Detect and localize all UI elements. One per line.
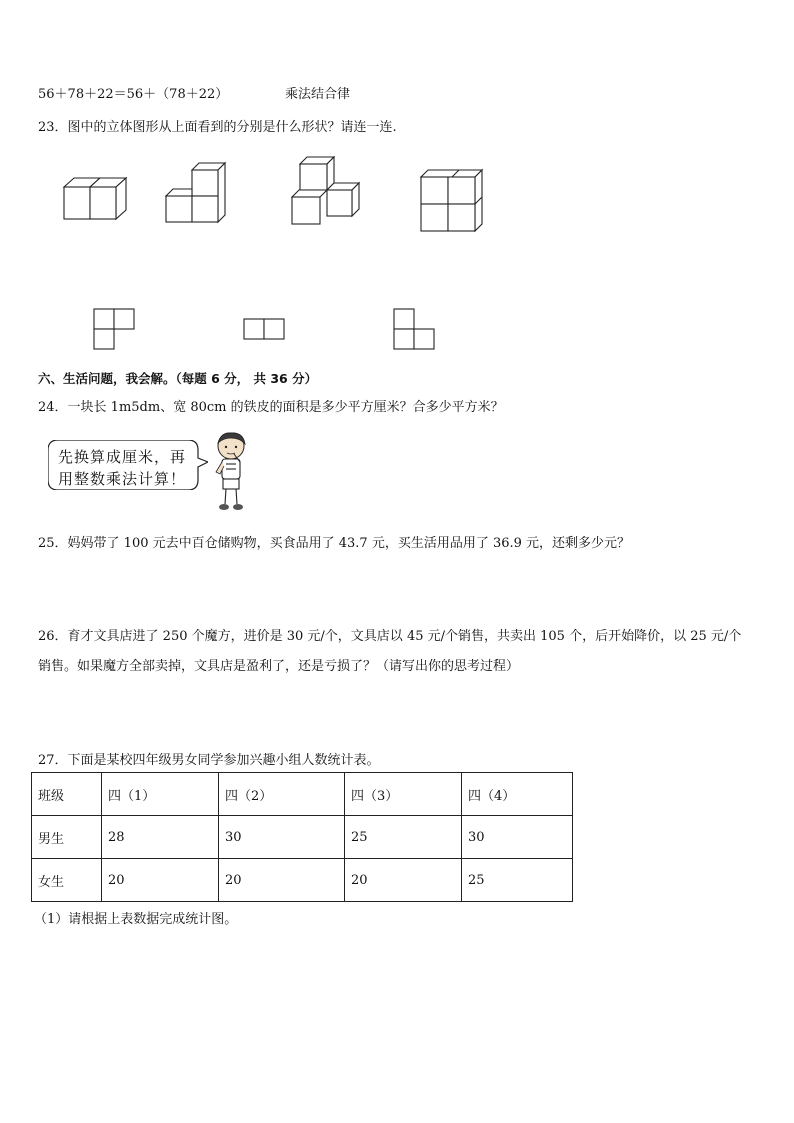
table-cell: 四（1） xyxy=(102,773,219,816)
table-cell: 班级 xyxy=(32,773,102,816)
solid-figure-2 xyxy=(166,163,226,223)
hint-line-2: 用整数乘法计算！ xyxy=(58,470,187,488)
table-cell: 30 xyxy=(462,816,573,859)
question-24: 24．一块长 1m5dm、宽 80cm 的铁皮的面积是多少平方厘米？合多少平方米？ xyxy=(38,400,504,415)
table-cell: 四（4） xyxy=(462,773,573,816)
table-cell: 28 xyxy=(102,816,219,859)
table-cell: 四（3） xyxy=(345,773,462,816)
top-view-1 xyxy=(94,309,136,351)
table-cell: 25 xyxy=(462,859,573,902)
table-cell: 女生 xyxy=(32,859,102,902)
table-cell: 30 xyxy=(219,816,345,859)
solid-figure-4 xyxy=(421,170,483,232)
top-view-3 xyxy=(394,309,436,351)
section-6-heading: 六、生活问题，我会解。（每题 6 分， 共 36 分） xyxy=(38,371,318,386)
table-cell: 25 xyxy=(345,816,462,859)
question-27: 27．下面是某校四年级男女同学参加兴趣小组人数统计表。 xyxy=(38,753,380,768)
table-cell: 四（2） xyxy=(219,773,345,816)
table-header-row xyxy=(32,773,573,816)
boy-illustration xyxy=(212,432,250,512)
solid-figure-1 xyxy=(64,175,126,221)
table-cell: 20 xyxy=(345,859,462,902)
question-23: 23．图中的立体图形从上面看到的分别是什么形状？请连一连. xyxy=(38,120,397,135)
equation-text: 56＋78＋22＝56＋（78＋22） xyxy=(38,87,229,102)
table-row xyxy=(32,816,573,859)
solid-figure-3 xyxy=(292,157,360,225)
table-cell: 20 xyxy=(102,859,219,902)
top-view-2 xyxy=(244,319,286,341)
table-row xyxy=(32,859,573,902)
hint-text xyxy=(58,446,208,490)
hint-line-1: 先换算成厘米，再 xyxy=(58,448,187,466)
table-cell: 20 xyxy=(219,859,345,902)
question-26-line-2: 销售。如果魔方全部卖掉，文具店是盈利了，还是亏损了？（请写出你的思考过程） xyxy=(38,659,520,674)
law-label: 乘法结合律 xyxy=(285,87,351,102)
question-27-sub-1: （1）请根据上表数据完成统计图。 xyxy=(34,912,238,927)
question-26-line-1: 26．育才文具店进了 250 个魔方，进价是 30 元/个，文具店以 45 元/个销售，共卖出 105 个，后开始降价，以 25 元/个 xyxy=(38,629,742,644)
table-cell: 男生 xyxy=(32,816,102,859)
stats-table xyxy=(31,772,573,902)
question-25: 25．妈妈带了 100 元去中百仓储购物，买食品用了 43.7 元，买生活用品用了 36.9 元，还剩多少元？ xyxy=(38,536,631,551)
